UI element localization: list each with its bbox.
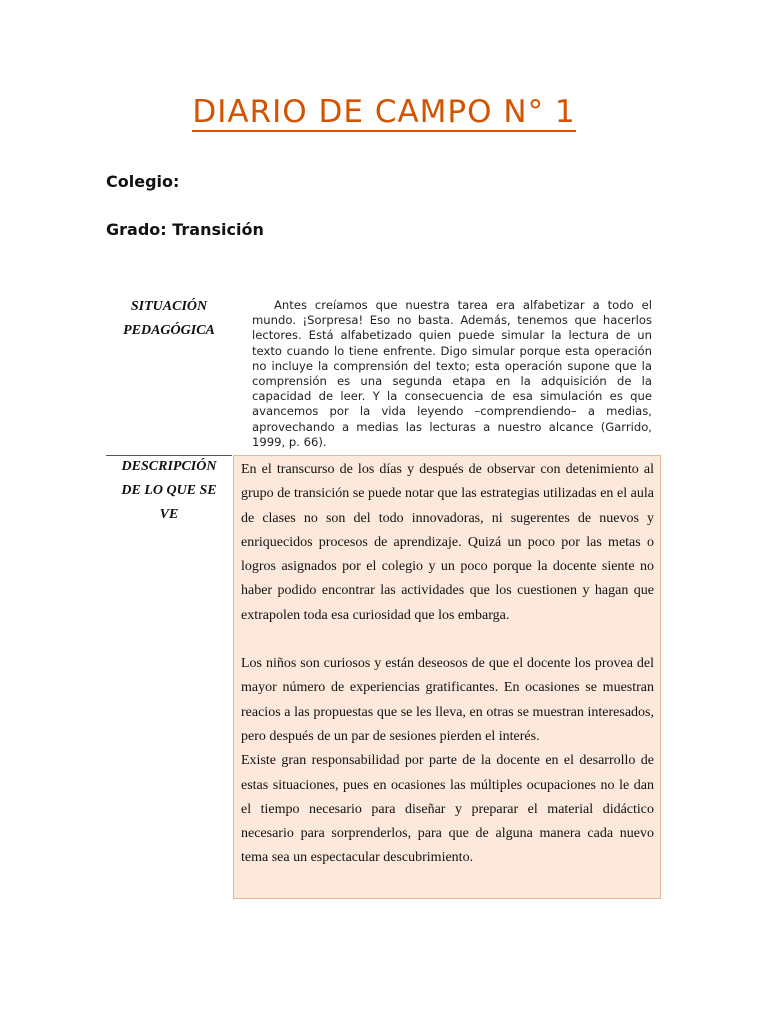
descripcion-label: [106, 455, 232, 527]
situacion-quote: [252, 298, 652, 450]
descripcion-paragraph-1: En el transcurso de los días y después de observar con detenimiento al grupo de transición se puede notar que las estrategias utilizadas en el aula de clases no son del todo innovadoras, ni sugerentes de nuevos y enriquecidos procesos de aprendizaje. Quizá un poco por las metas o logros asignados por el colegio y un poco porque la docente siente no haber podido encontrar las actividades que los cuestionen y hagan que extrapolen toda esa curiosidad que los embarga.: [241, 462, 654, 623]
descripcion-paragraph-2: Los niños son curiosos y están deseosos de que el docente los provea del mayor número de experiencias gratificantes. En ocasiones se muestran reacios a las propuestas que se les lleva, en otras se muestran interesados, pero después de un par de sesiones pierden el interés.: [241, 656, 654, 744]
situacion-label-line2: PEDAGÓGICA: [123, 323, 215, 338]
situacion-quote-text: Antes creíamos que nuestra tarea era alfabetizar a todo el mundo. ¡Sorpresa! Eso no basta. Además, tenemos que hacerlos lectores. Está alfabetizado quien puede simular la lectura de un texto cuando lo tiene enfrente. Digo simular porque esta operación no incluye la comprensión del texto; esta operación supone que la comprensión es una segunda etapa en la adquisición de la capacidad de leer. Y la consecuencia de esa simulación es que avancemos por la vida leyendo –comprendiendo– a medias, aprovechando a medias las lecturas a nuestro alcance (Garrido, 1999, p. 66).: [252, 298, 652, 449]
descripcion-label-line1: DESCRIPCIÓN: [121, 459, 217, 474]
descripcion-paragraph-3: Existe gran responsabilidad por parte de la docente en el desarrollo de estas situaciones, pues en ocasiones las múltiples ocupaciones no le dan el tiempo necesario para diseñar y preparar el material didáctico necesario para sorprenderlos, para que de alguna manera cada nuevo tema sea un espectacular descubrimiento.: [241, 753, 654, 866]
situacion-label: [106, 295, 232, 343]
colegio-label: Colegio:: [106, 172, 180, 191]
situacion-label-line1: SITUACIÓN: [130, 299, 208, 314]
document-title-wrapper: [0, 94, 768, 130]
document-title: DIARIO DE CAMPO N° 1: [192, 94, 576, 130]
descripcion-label-line2: DE LO QUE SE: [121, 483, 217, 498]
grado-label: Grado: Transición: [106, 220, 264, 239]
descripcion-label-line3: VE: [159, 507, 179, 522]
descripcion-box: [233, 455, 661, 899]
